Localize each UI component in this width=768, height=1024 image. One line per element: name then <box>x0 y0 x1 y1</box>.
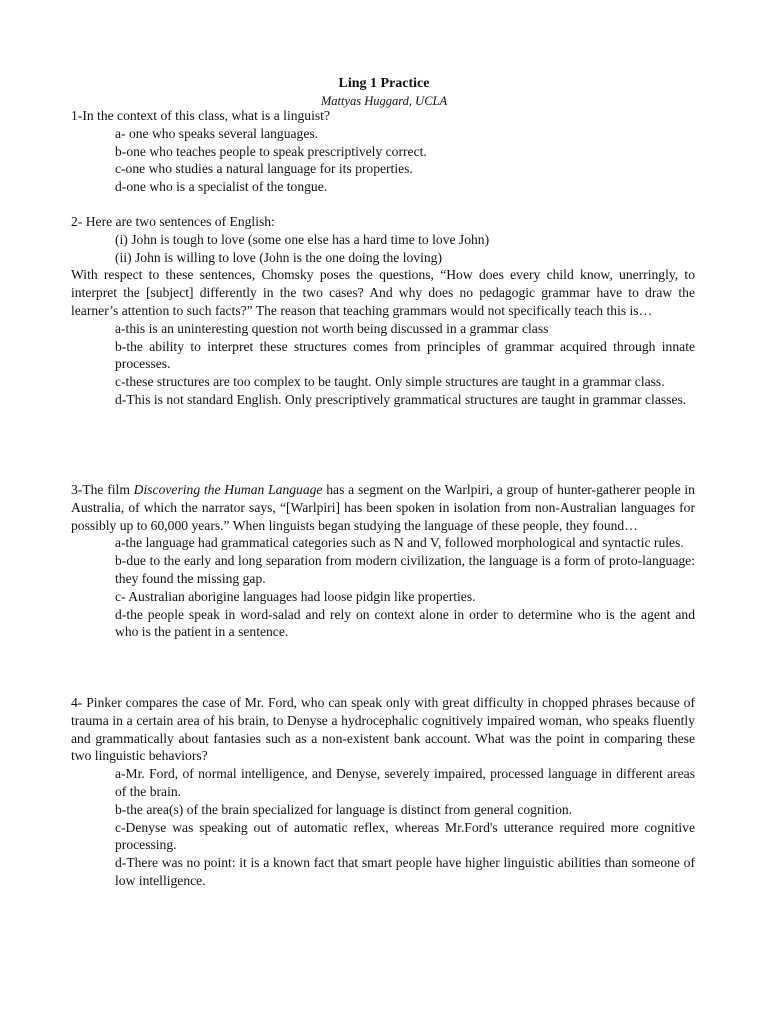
answer-option: c-these structures are too complex to be taught. Only simple structures are taught in a grammar class. <box>115 374 665 390</box>
example-sentence: (ii) John is willing to love (John is the one doing the loving) <box>115 249 442 265</box>
answer-option: a-the language had grammatical categories such as N and V, followed morphological and syntactic rules. <box>115 535 684 551</box>
question-2 <box>71 213 695 409</box>
answer-option: d-one who is a specialist of the tongue. <box>115 179 328 195</box>
answer-option: c-Denyse was speaking out of automatic reflex, whereas Mr.Ford's utterance required more cognitive processing. <box>115 819 695 853</box>
answer-option: d-the people speak in word-salad and rely on context alone in order to determine who is the agent and who is the patient in a sentence. <box>115 606 695 640</box>
question-3 <box>71 481 695 641</box>
question-stem: 2- Here are two sentences of English: <box>71 214 275 229</box>
author-line: Mattyas Huggard, UCLA <box>320 94 448 108</box>
answer-option: b-the ability to interpret these structures comes from principles of grammar acquired through innate processes. <box>115 338 695 372</box>
answer-option: a-this is an uninteresting question not worth being discussed in a grammar class <box>115 320 549 336</box>
example-sentence: (i) John is tough to love (some one else has a hard time to love John) <box>115 231 490 247</box>
question-stem: 1-In the context of this class, what is a linguist? <box>71 108 330 123</box>
answer-option: b-the area(s) of the brain specialized for language is distinct from general cognition. <box>115 801 573 817</box>
answer-option: d-There was no point: it is a known fact that smart people have higher linguistic abilities than someone of low intelligence. <box>115 855 695 888</box>
answer-option: b-one who teaches people to speak prescriptively correct. <box>115 143 427 159</box>
answer-option: d-This is not standard English. Only prescriptively grammatical structures are taught in grammar classes. <box>115 391 687 407</box>
answer-option: c-one who studies a natural language for its properties. <box>115 161 413 177</box>
question-stem: 4- Pinker compares the case of Mr. Ford, who can speak only with great difficulty in chopped phrases because of trauma in a certain area of his brain, to Denyse a hydrocephalic cognitively impaired woman, who speaks fluently and grammatically about fantasies such as a non-existent bank account. What was the point in comparing these two linguistic behaviors? <box>71 695 695 764</box>
answer-option: c- Australian aborigine languages had loose pidgin like properties. <box>115 588 476 604</box>
film-title: Discovering the Human Language <box>133 482 323 497</box>
answer-option: a- one who speaks several languages. <box>115 125 319 141</box>
answer-option: b-due to the early and long separation from modern civilization, the language is a form of proto-language: they found the missing gap. <box>115 553 695 586</box>
question-stem-continued: With respect to these sentences, Chomsky poses the questions, “How does every child know, unerringly, to interpret the [subject] differently in the two cases? And why does no pedagogic grammar have to draw the learner’s attention to such facts?” The reason that teaching grammars would not specifically teach this is… <box>71 267 695 318</box>
stem-text: has a segment on the Warlpiri, a group of hunter-gatherer people in Australia, of which the narrator says, “[Warlpiri] has been spoken in isolation from non-Australian languages for possibly up to 60,000 years.” When linguists began studying the language of these people, they found… <box>71 482 695 533</box>
page-title: Ling 1 Practice <box>338 76 430 91</box>
question-stem <box>71 481 695 534</box>
question-4 <box>71 694 695 890</box>
question-1 <box>71 107 695 196</box>
stem-text: 3-The film <box>71 482 134 497</box>
answer-option: a-Mr. Ford, of normal intelligence, and Denyse, severely impaired, processed language in different areas of the brain. <box>115 766 695 799</box>
